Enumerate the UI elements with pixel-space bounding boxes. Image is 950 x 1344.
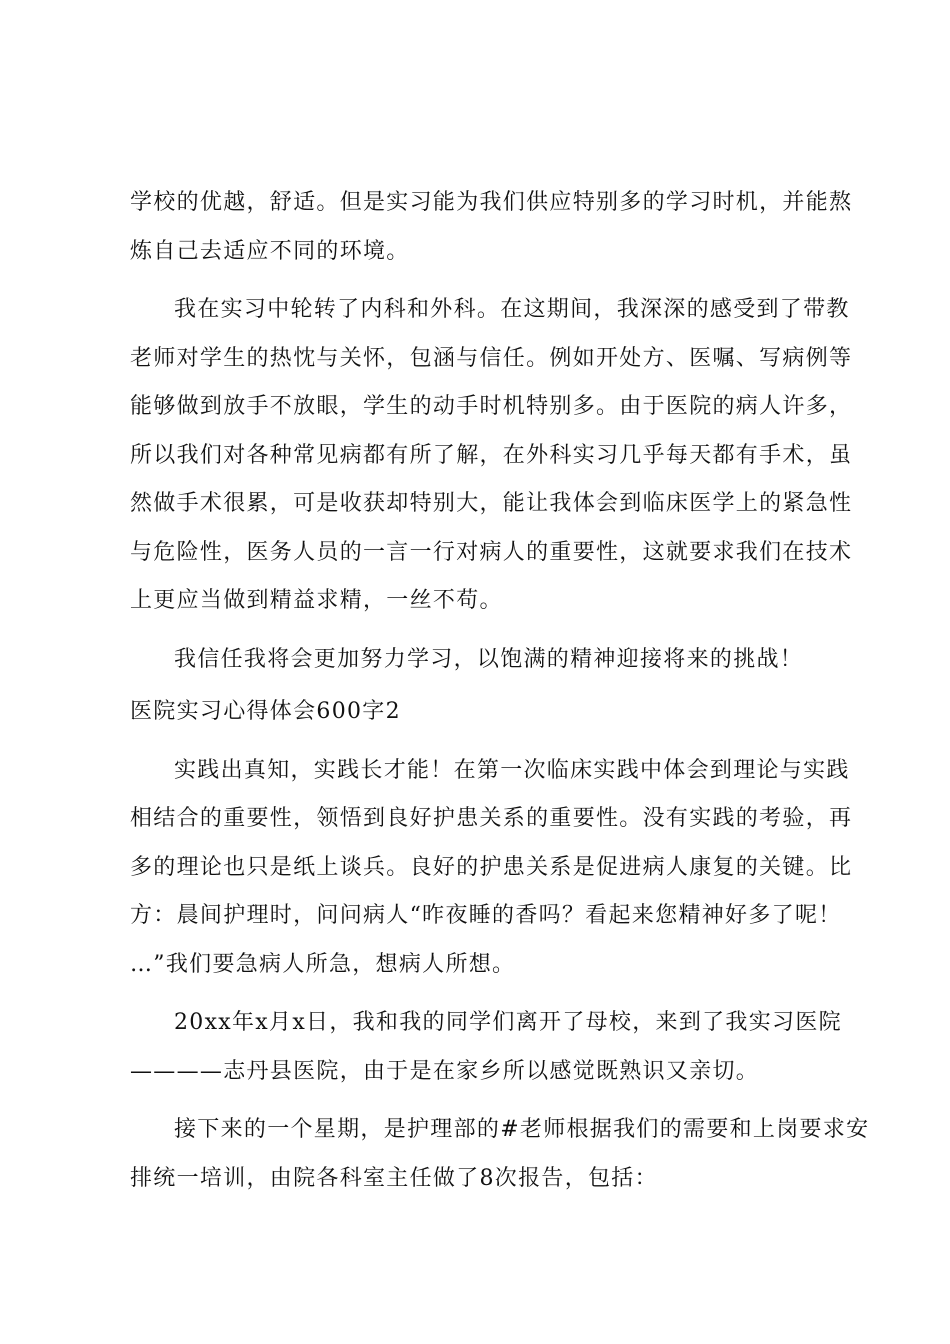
paragraph-line: 上更应当做到精益求精，一丝不苟。 <box>130 588 503 613</box>
paragraph-2 <box>130 286 853 626</box>
paragraph-6 <box>130 1106 870 1203</box>
section-heading-text: 医院实习心得体会600字2 <box>130 699 401 724</box>
document-body <box>130 179 870 1203</box>
paragraph-line: 方：晨间护理时，问问病人“昨夜睡的香吗？看起来您精神好多了呢！ <box>130 903 842 928</box>
paragraph-line: 所以我们对各种常见病都有所了解，在外科实习几乎每天都有手术，虽 <box>130 442 853 468</box>
paragraph-line: 炼自己去适应不同的环境。 <box>130 238 410 264</box>
paragraph-line: 学校的优越，舒适。但是实习能为我们供应特别多的学习时机，并能熬 <box>130 190 853 215</box>
paragraph-line: 然做手术很累，可是收获却特别大，能让我体会到临床医学上的紧急性 <box>130 491 853 516</box>
paragraph-line: 接下来的一个星期，是护理部的#老师根据我们的需要和上岗要求安 <box>174 1117 870 1142</box>
paragraph-1 <box>130 179 853 276</box>
paragraph-line: 多的理论也只是纸上谈兵。良好的护患关系是促进病人康复的关键。比 <box>130 854 853 880</box>
paragraph-line: …”我们要急病人所急，想病人所想。 <box>130 951 516 977</box>
paragraph-line: 相结合的重要性，领悟到良好护患关系的重要性。没有实践的考验，再 <box>130 806 853 831</box>
paragraph-4 <box>130 747 853 990</box>
paragraph-line: 实践出真知，实践长才能！在第一次临床实践中体会到理论与实践 <box>174 757 850 783</box>
paragraph-line: 20xx年x月x日，我和我的同学们离开了母校，来到了我实习医院 <box>174 1010 842 1035</box>
paragraph-line: 我信任我将会更加努力学习，以饱满的精神迎接将来的挑战！ <box>174 646 804 672</box>
section-heading <box>130 688 830 737</box>
paragraph-line: 能够做到放手不放眼，学生的动手时机特别多。由于医院的病人许多， <box>130 394 853 419</box>
paragraph-line: 我在实习中轮转了内科和外科。在这期间，我深深的感受到了带教 <box>174 297 850 322</box>
paragraph-3 <box>130 636 830 685</box>
paragraph-line: 老师对学生的热忱与关怀，包涵与信任。例如开处方、医嘱、写病例等 <box>130 345 853 371</box>
paragraph-line: 与危险性，医务人员的一言一行对病人的重要性，这就要求我们在技术 <box>130 539 853 565</box>
paragraph-5 <box>130 999 842 1096</box>
paragraph-line: ————志丹县医院，由于是在家乡所以感觉既熟识又亲切。 <box>130 1058 760 1084</box>
paragraph-line: 排统一培训，由院各科室主任做了8次报告，包括： <box>130 1165 658 1191</box>
